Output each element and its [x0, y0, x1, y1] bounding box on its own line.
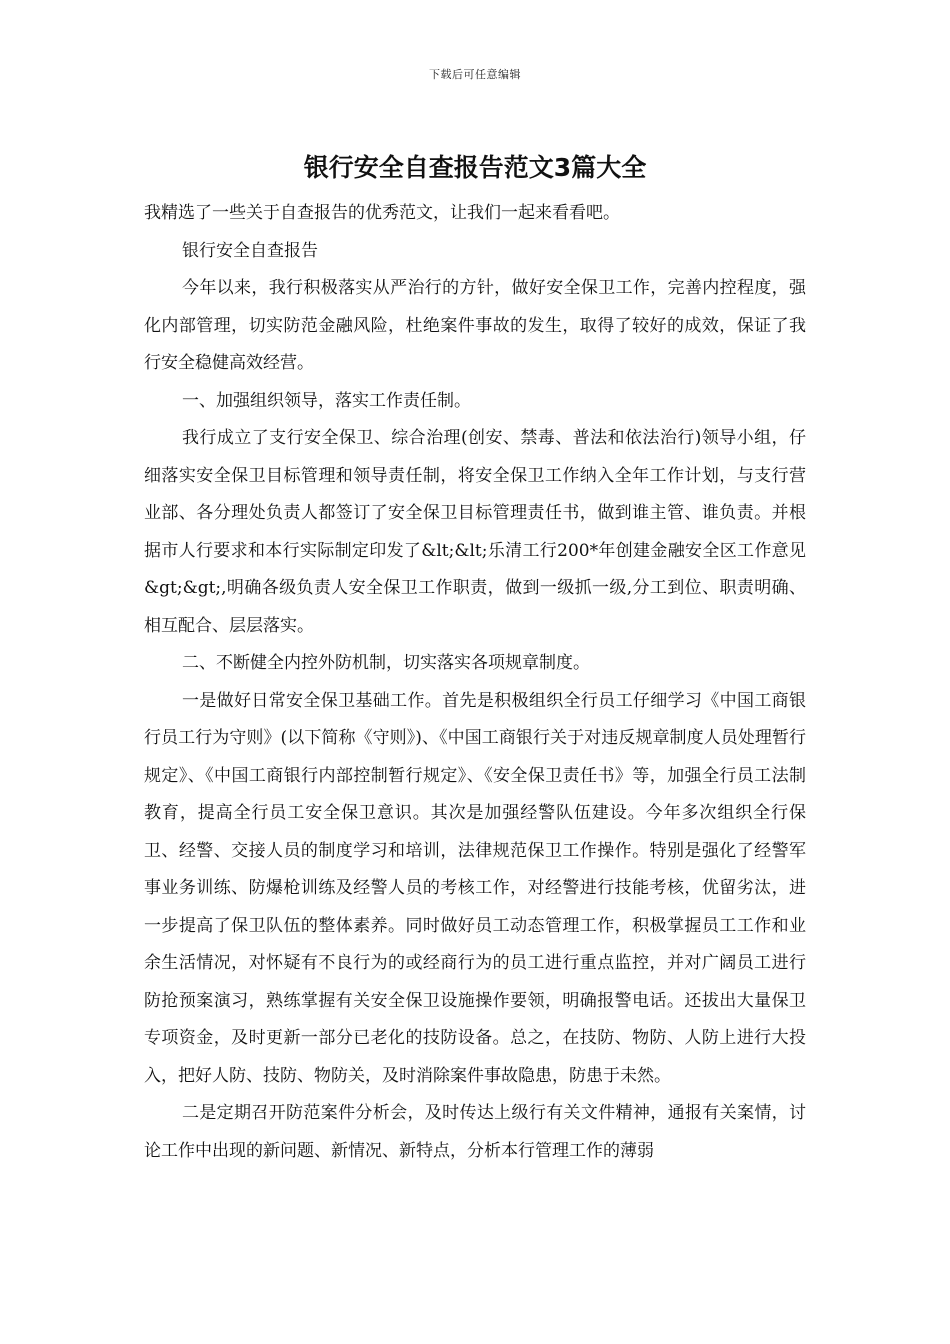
header-note: 下载后可任意编辑 — [429, 68, 521, 81]
body-paragraph: 我行成立了支行安全保卫、综合治理(创安、禁毒、普法和依法治行)领导小组，仔细落实安全保卫目标管理和领导责任制，将安全保卫工作纳入全年工作计划，与支行营业部、各分理处负责人都签订了安全保卫目标管理责任书，做到谁主管、谁负责。并根据市人行要求和本行实际制定印发了&lt;&lt;乐清工行200*年创建金融安全区工作意见&gt;&gt;,明确各级负责人安全保卫工作职责，做到一级抓一级,分工到位、职责明确、相互配合、层层落实。 — [144, 428, 806, 636]
section-heading: 银行安全自查报告 — [182, 240, 318, 261]
section-heading: 二、不断健全内控外防机制，切实落实各项规章制度。 — [182, 653, 590, 673]
section-heading: 一、加强组织领导，落实工作责任制。 — [182, 390, 471, 411]
intro-paragraph: 我精选了一些关于自查报告的优秀范文，让我们一起来看看吧。 — [144, 203, 620, 223]
document-title: 银行安全自查报告范文3篇大全 — [303, 153, 647, 182]
document-body — [144, 195, 806, 1170]
body-paragraph: 今年以来，我行积极落实从严治行的方针，做好安全保卫工作，完善内控程度，强化内部管理，切实防范金融风险，杜绝案件事故的发生，取得了较好的成效，保证了我行安全稳健高效经营。 — [144, 278, 806, 373]
body-paragraph: 二是定期召开防范案件分析会，及时传达上级行有关文件精神，通报有关案情，讨论工作中出现的新问题、新情况、新特点，分析本行管理工作的薄弱 — [144, 1103, 806, 1161]
body-paragraph: 一是做好日常安全保卫基础工作。首先是积极组织全行员工仔细学习《中国工商银行员工行为守则》(以下简称《守则》)、《中国工商银行关于对违反规章制度人员处理暂行规定》、《中国工商银行内部控制暂行规定》、《安全保卫责任书》等，加强全行员工法制教育，提高全行员工安全保卫意识。其次是加强经警队伍建设。今年多次组织全行保卫、经警、交接人员的制度学习和培训，法律规范保卫工作操作。特别是强化了经警军事业务训练、防爆枪训练及经警人员的考核工作，对经警进行技能考核，优留劣汰，进一步提高了保卫队伍的整体素养。同时做好员工动态管理工作，积极掌握员工工作和业余生活情况，对怀疑有不良行为的或经商行为的员工进行重点监控，并对广阔员工进行防抢预案演习，熟练掌握有关安全保卫设施操作要领，明确报警电话。还拔出大量保卫专项资金，及时更新一部分已老化的技防设备。总之，在技防、物防、人防上进行大投入，把好人防、技防、物防关，及时消除案件事故隐患，防患于未然。 — [144, 690, 806, 1086]
